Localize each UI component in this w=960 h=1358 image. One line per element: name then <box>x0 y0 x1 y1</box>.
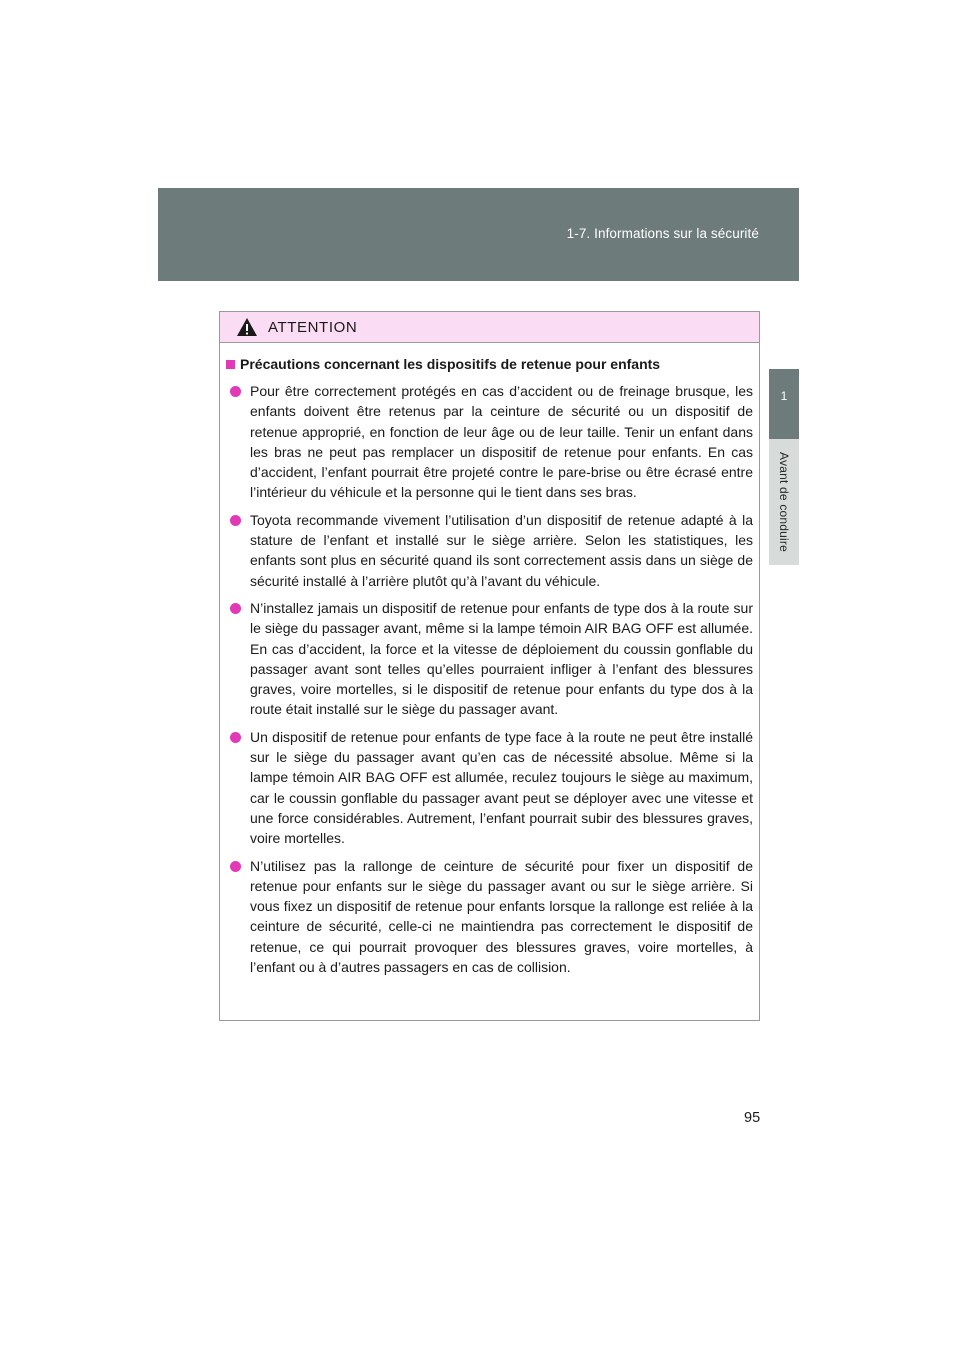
bullet-icon <box>230 861 241 872</box>
list-item <box>226 510 753 591</box>
list-item <box>226 856 753 978</box>
bullet-icon <box>230 515 241 526</box>
chapter-tab <box>769 369 799 439</box>
chapter-number: 1 <box>780 389 788 403</box>
square-bullet-icon <box>226 360 235 369</box>
warning-header <box>220 312 759 343</box>
list-item-text: Pour être correctement protégés en cas d’accident ou de freinage brusque, les enfants doivent être retenus par la ceinture de sécurité ou un dispositif de retenue approprié, en fonction de leur âge ou de leur taille. Tenir un enfant dans les bras ne peut pas remplacer un dispositif de retenue pour enfants. En cas d’accident, l’enfant pourrait être projeté contre le pare-brise ou être écrasé entre l’intérieur du véhicule et la personne qui le tient dans ses bras. <box>250 383 753 501</box>
chapter-label: Avant de conduire <box>777 452 791 552</box>
list-item <box>226 727 753 849</box>
page-number: 95 <box>744 1110 761 1126</box>
bullet-icon <box>230 732 241 743</box>
warning-triangle-icon <box>236 317 258 337</box>
warning-label: ATTENTION <box>268 318 358 336</box>
list-item <box>226 598 753 720</box>
list-item-text: N’installez jamais un dispositif de retenue pour enfants de type dos à la route sur le siège du passager avant, même si la lampe témoin AIR BAG OFF est allumée. En cas d’accident, la force et la vitesse de déploiement du coussin gonflable du passager avant sont telles qu’elles pourraient infliger à l’enfant des blessures graves, voire mortelles, si le dispositif de retenue pour enfants du type dos à la route était installé sur le siège du passager avant. <box>250 599 753 718</box>
list-item-text: Toyota recommande vivement l’utilisation d’un dispositif de retenue adapté à la stature de l’enfant et installé sur le siège arrière. Selon les statistiques, les enfants sont plus en sécurité quand ils sont correctement assis dans un siège de sécurité installé à l’arrière plutôt qu’à l’avant du véhicule. <box>250 511 753 589</box>
section-title: 1-7. Informations sur la sécurité <box>566 226 759 241</box>
bullet-icon <box>230 386 241 397</box>
list-item <box>226 381 753 503</box>
section-heading <box>226 354 753 374</box>
warning-body <box>220 343 759 977</box>
list-item-text: N’utilisez pas la rallonge de ceinture de sécurité pour fixer un dispositif de retenue pour enfants sur le siège du passager avant ou sur le siège arrière. Si vous fixez un dispositif de retenue pour enfants lorsque la rallonge est reliée à la ceinture de sécurité, celle-ci ne maintiendra pas correctement le dispositif de retenue, ce qui pourrait provoquer des blessures graves, voire mortelles, à l’enfant ou à d’autres passagers en cas de collision. <box>250 857 753 976</box>
bullet-icon <box>230 603 241 614</box>
list-item-text: Un dispositif de retenue pour enfants de type face à la route ne peut être installé sur le siège du passager avant qu’en cas de nécessité absolue. Même si la lampe témoin AIR BAG OFF est allumée, reculez toujours le siège au maximum, car le coussin gonflable du passager avant peut se déployer avec une vitesse et une force considérables. Autrement, l’enfant pourrait subir des blessures graves, voire mortelles. <box>250 728 753 847</box>
section-heading-text: Précautions concernant les dispositifs de retenue pour enfants <box>240 356 661 372</box>
warning-box <box>219 311 760 1021</box>
section-header-band <box>158 188 799 281</box>
